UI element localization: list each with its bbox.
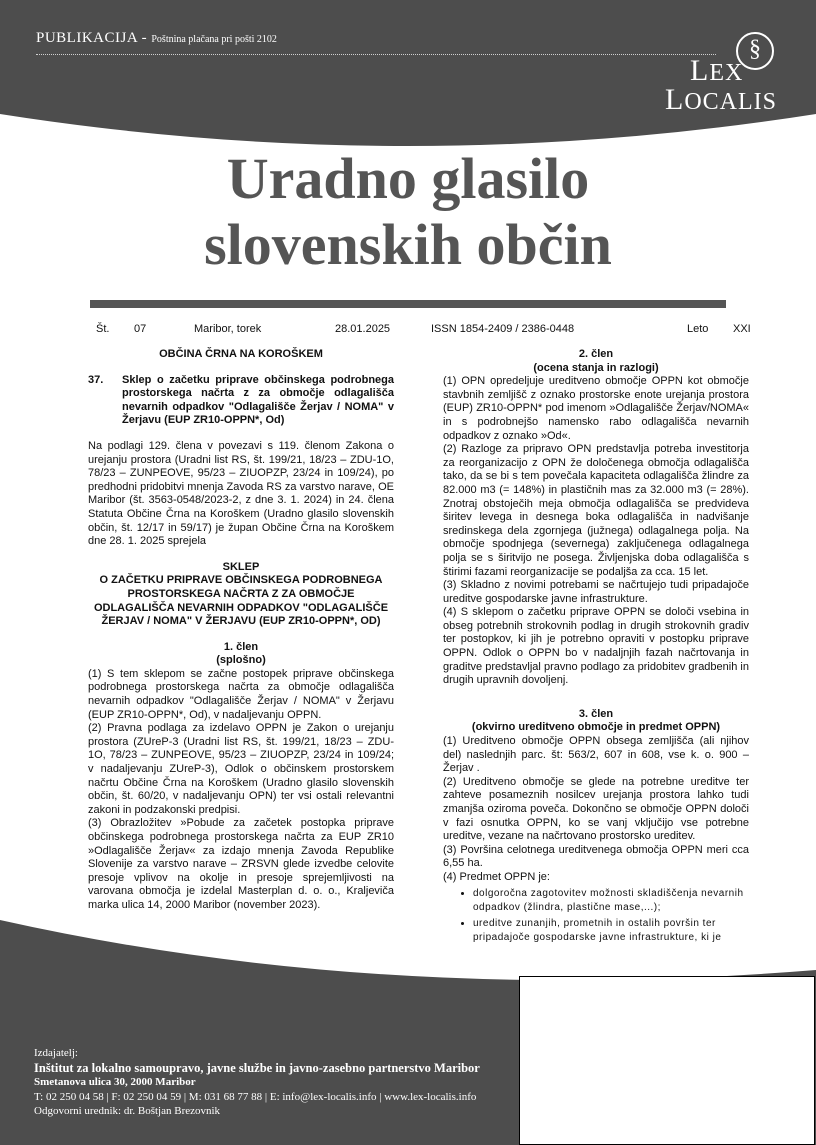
municipality-heading: OBČINA ČRNA NA KOROŠKEM: [159, 348, 323, 360]
list-item: • dolgoročna zagotovitev možnosti skladiščenja nevarnih odpadkov (žlindra, plastične mase,...);: [473, 887, 749, 915]
publication-label: PUBLIKACIJA: [36, 30, 138, 46]
postage-note: Poštnina plačana pri pošti 2102: [151, 34, 277, 45]
article-3-subheading: (okvirno ureditveno območje in predmet OPPN): [471, 721, 721, 734]
issue-number: 07: [134, 323, 147, 335]
title-line-2: slovenskih občin: [204, 212, 612, 277]
logo-text-localis: [665, 83, 777, 117]
year-value: XXI: [733, 323, 751, 335]
issue-place-day: Maribor, torek: [194, 323, 262, 335]
article-2-paragraph-1: (1) OPN opredeljuje ureditveno območje OPPN kot območje stavbnih zemljišč z oznako prostorske enote urejanja prostora (EUP) ZR10-OPPN* pod imenom »Odlagališče Žerjav/NOMA« in s podrobnejšo namensko rabo odlagališča nevarnih odpadkov z oznako »Od«.: [443, 375, 749, 442]
article-2-paragraph-4: (4) S sklepom o začetku priprave OPPN se določi vsebina in obseg potrebnih strokovnih podlag in drugih strokovnih gradiv ter postopkov, ki jih je potrebno opraviti v postopku priprave OPPN. Odlok o OPPN bo v nadaljnjih fazah načrtovanja in graditve predstavljal pravno podlago za pridobitev gradbenih in drugih upravnih dovoljenj.: [443, 606, 749, 687]
main-title: [0, 146, 816, 278]
title-rule: [90, 300, 726, 308]
article-2-paragraph-2: (2) Razloge za pripravo OPN predstavlja potreba investitorja za reorganizacijo z OPN že določenega območja odlagališča tako, da se bi s tem povečala kapaciteta odlagališča žlindre za 82.000 m3 (= 148%) in plastičnih mas za 32.000 m3 (= 28%). Znotraj obstoječih meja območja odlagališča se predvideva širitev levega in desnega boka odlagališča in nadvišanje sredinskega dela zgornjega (južnega) odlagalnega polja. Na območje spodnjega (severnega) zaključenega odlagalnega polja se s širitvijo ne posega. Življenjska doba odlagališča s štirimi fazami reorganizacije se podaljša za cca. 15 let.: [443, 443, 749, 578]
publisher-address: Smetanova ulica 30, 2000 Maribor: [34, 1076, 196, 1088]
issue-number-label: Št.: [96, 323, 110, 335]
act-heading: [88, 374, 394, 428]
article-3-paragraph-4: (4) Predmet OPPN je:: [443, 870, 550, 883]
publisher-name: Inštitut za lokalno samoupravo, javne službe in javno-zasebno partnerstvo Maribor: [34, 1060, 480, 1075]
publication-line: [36, 30, 277, 47]
act-title: Sklep o začetku priprave občinskega podrobnega prostorskega načrta z za območje odlagališča nevarnih odpadkov "Odlagališče Žerjav / NOMA" v Žerjavu (EUP ZR10-OPPN*, Od): [122, 373, 394, 427]
logo-lex-rest: EX: [709, 60, 744, 86]
article-3-paragraph-1: (1) Ureditveno območje OPPN obsega zemljišča (ali njihov del) naslednjih parc. št: 563/2, 607 in 608, vse k. o. 900 – Žerjav .: [443, 735, 749, 775]
article-3-paragraph-3: (3) Površina celotnega ureditvenega območja OPPN meri cca 6,55 ha.: [443, 843, 749, 870]
title-line-1: Uradno glasilo: [226, 146, 590, 211]
article-2-heading: 2. člen: [578, 348, 614, 360]
publisher-label: Izdajatelj:: [34, 1047, 78, 1059]
sklep-heading: SKLEP: [222, 560, 260, 573]
article-3-paragraph-2: (2) Ureditveno območje se glede na potrebne ureditve ter zahteve posameznih nosilcev urejanja prostora lahko tudi zmanjša oziroma poveča. Dokončno se območje OPPN določi v fazi osnutka OPPN, ko se vanj vključijo vse potrebne ureditve, vezane na načrtovano prostorsko ureditev.: [443, 775, 749, 843]
logo-lex-initial: L: [690, 54, 710, 87]
article-1-heading: 1. člen: [223, 640, 259, 653]
article-2-paragraph-3: (3) Skladno z novimi potrebami se načrtujejo tudi pripadajoče ureditve gospodarske javne infrastrukture.: [443, 579, 749, 605]
article-1-paragraph-3: (3) Obrazložitev »Pobude za začetek postopka priprave občinskega podrobnega prostorskega načrta za EUP ZR10 »Odlagališče Žerjav« za izdajo mnenja Zavoda Republike Slovenije za varstvo narave – ZRSVN glede izvedbe celovite presoje vplivov na okolje in presoje sprejemljivosti na varovana območja je izdelal Masterplan d. o. o., Kraljeviča marka ulica 14, 2000 Maribor (november 2023).: [88, 817, 394, 911]
year-label: Leto: [687, 323, 709, 335]
publication-separator: -: [137, 30, 152, 46]
preamble: Na podlagi 129. člena v povezavi s 119. členom Zakona o urejanju prostora (Uradni list RS, št. 199/21, 18/23 – ZDU-1O, 78/23 – ZUNPEOVE, 95/23 – ZIUOPZP, 23/24 in 109/24), po predhodni pridobitvi mnenja Zavoda RS za varstvo narave, OE Maribor (št. 3563-0548/2023-2, z dne 3. 1. 2024) in 24. člena Statuta Občine Črna na Koroškem (Uradno glasilo slovenskih občin, št. 12/17 in 59/17) je župan Občine Črna na Koroškem dne 28. 1. 2025 sprejela: [88, 439, 394, 548]
sklep-title: O ZAČETKU PRIPRAVE OBČINSKEGA PODROBNEGA PROSTORSKEGA NAČRTA Z ZA OBMOČJE ODLAGALIŠČA NEVARNIH ODPADKOV "ODLAGALIŠČE ŽERJAV / NOMA" V ŽERJAVU (EUP ZR10-OPPN*, OD): [93, 574, 389, 628]
issn: ISSN 1854-2409 / 2386-0448: [431, 323, 575, 335]
responsible-editor: Odgovorni urednik: dr. Boštjan Brezovnik: [34, 1105, 221, 1117]
blank-panel: [519, 976, 815, 1145]
section-sign-icon: §: [749, 36, 761, 62]
article-2-subheading: (ocena stanja in razlogi): [533, 361, 659, 374]
article-1-paragraph-2: (2) Pravna podlaga za izdelavo OPPN je Zakon o urejanju prostora (ZUreP-3 (Uradni list RS, št. 199/21, 18/23 – ZDU-1O, 78/23 – ZUNPEOVE, 95/23 – ZIUOPZP, 23/24 in 109/24; v nadaljevanju ZUreP-3), Odlok o občinskem prostorskem načrtu Občine Črna na Koroškem (Uradno glasilo slovenskih občin, št. 60/20, v nadaljevanju OPN) ter vsi ostali relevantni zakoni in podzakonski predpisi.: [88, 722, 394, 816]
logo-localis-initial: L: [665, 83, 685, 116]
right-column: [443, 348, 749, 947]
issue-date: 28.01.2025: [335, 323, 391, 335]
publisher-contacts: T: 02 250 04 58 | F: 02 250 04 59 | M: 031 68 77 88 | E: info@lex-localis.info | www.lex-localis.info: [34, 1090, 477, 1103]
left-column: [88, 348, 394, 913]
logo-localis-rest: OCALIS: [684, 89, 777, 115]
article-3-heading: 3. člen: [578, 707, 614, 720]
publisher-footer: [34, 1046, 480, 1119]
act-number: 37.: [88, 373, 104, 386]
list-item: • ureditve zunanjih, prometnih in ostalih površin ter pripadajoče gospodarske javne infrastrukture, ki je: [473, 917, 749, 945]
article-1-paragraph-1: (1) S tem sklepom se začne postopek priprave občinskega podrobnega prostorskega načrta za območje odlagališča nevarnih odpadkov "Odlagališče Žerjav / NOMA" v Žerjavu (EUP ZR10-OPPN*, Od), v nadaljevanju OPPN.: [88, 667, 394, 721]
header-dotted-divider: [36, 54, 716, 55]
article-1-subheading: (splošno): [216, 654, 266, 667]
